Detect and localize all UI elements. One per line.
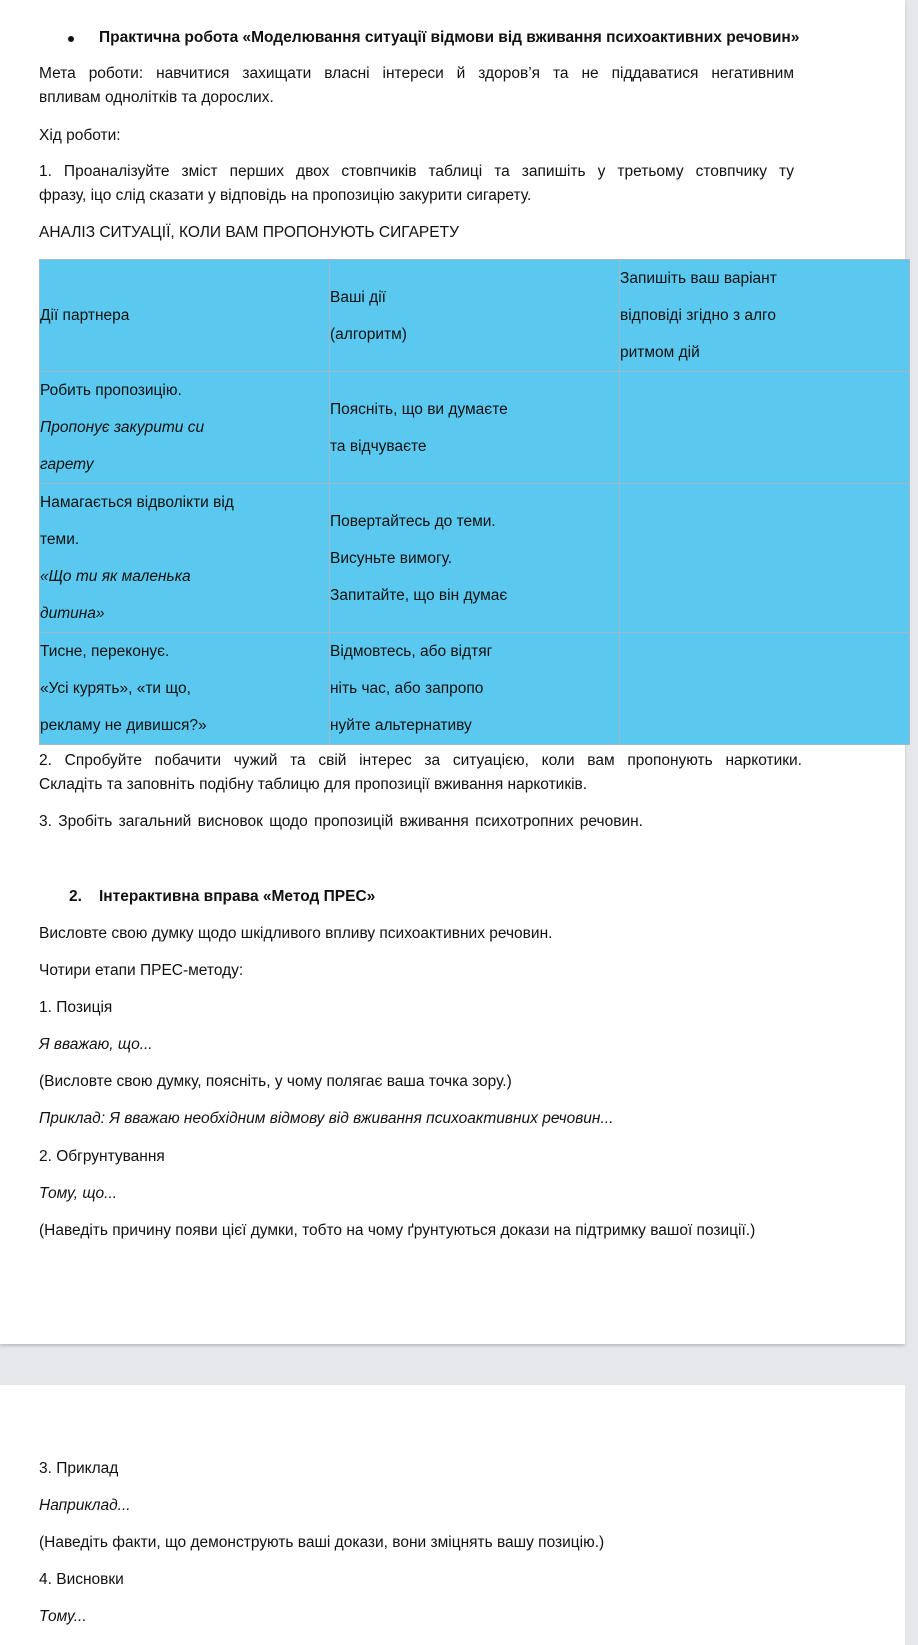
- four-stages-text: Чотири етапи ПРЕС-методу:: [39, 962, 244, 979]
- header-cell-actions: [330, 260, 620, 372]
- header-answer-line-3: ритмом дій: [620, 344, 700, 361]
- header-partner-text: Дії партнера: [40, 307, 130, 324]
- step2-line-2: Складіть та заповніть подібну таблицю для пропозиції вживання наркотиків.: [39, 776, 588, 793]
- cell-line: рекламу не дивишся?»: [40, 717, 207, 734]
- table-caption: АНАЛІЗ СИТУАЦІЇ, КОЛИ ВАМ ПРОПОНУЮТЬ СИГАРЕТУ: [39, 224, 459, 241]
- stage1-example: Приклад: Я вважаю необхідним відмову від вживання психоактивних речовин...: [39, 1110, 614, 1127]
- cell-line: та відчуваєте: [330, 437, 427, 455]
- header-actions-line-2: (алгоритм): [330, 325, 407, 343]
- answer-cell[interactable]: [620, 484, 910, 633]
- cell-line: Повертайтесь до теми.: [330, 512, 496, 530]
- stage2-template: Тому, що...: [39, 1185, 118, 1202]
- cell-line: дитина»: [40, 605, 105, 622]
- step1-line-1: 1. Проаналізуйте зміст перших двох стовпчиків таблиці та запишіть у третьому стовпчику ту: [39, 163, 794, 180]
- express-opinion-text: Висловте свою думку щодо шкідливого впливу психоактивних речовин.: [39, 925, 553, 942]
- your-action-cell: [330, 372, 620, 484]
- header-answer-line-1: Запишіть ваш варіант: [620, 270, 777, 287]
- practical-work-heading: Практична робота «Моделювання ситуації відмови від вживання психоактивних речовин»: [99, 29, 800, 46]
- section2-title: Інтерактивна вправа «Метод ПРЕС»: [99, 888, 376, 905]
- stage1-template: Я вважаю, що...: [39, 1036, 153, 1053]
- document-page-2: [0, 1385, 905, 1645]
- cell-line: Робить пропозицію.: [40, 382, 182, 399]
- cell-line: «Усі курять», «ти що,: [40, 680, 191, 697]
- goal-line-2: впливам однолітків та дорослих.: [39, 89, 274, 106]
- stage3-template: Наприклад...: [39, 1497, 131, 1514]
- header-answer-line-2: відповіді згідно з алго: [620, 307, 776, 324]
- table-header-row: [40, 260, 910, 372]
- stage3-title: 3. Приклад: [39, 1460, 119, 1477]
- situation-analysis-table: [39, 259, 910, 745]
- cell-line: нуйте альтернативу: [330, 717, 472, 734]
- cell-line: Пропонує закурити си: [40, 419, 205, 436]
- stage4-title: 4. Висновки: [39, 1571, 124, 1588]
- header-cell-answer: [620, 260, 910, 372]
- cell-line: Тисне, переконує.: [40, 643, 170, 660]
- your-action-cell: [330, 633, 620, 745]
- progress-label: Хід роботи:: [39, 127, 121, 144]
- table-row: [40, 372, 910, 484]
- cell-line: гарету: [40, 456, 94, 473]
- goal-line-1: Мета роботи: навчитися захищати власні інтереси й здоров’я та не піддаватися негативним: [39, 65, 794, 82]
- your-action-cell: [330, 484, 620, 633]
- cell-line: теми.: [40, 531, 80, 548]
- step1-line-2: фразу, іцо слід сказати у відповідь на пропозицію закурити сигарету.: [39, 187, 532, 204]
- step3-text: 3. Зробіть загальний висновок щодо пропозицій вживання психотропних речовин.: [39, 813, 643, 830]
- cell-line: Запитайте, що він думає: [330, 586, 508, 604]
- answer-cell[interactable]: [620, 372, 910, 484]
- stage2-title: 2. Обгрунтування: [39, 1148, 165, 1165]
- cell-line: Поясніть, що ви думаєте: [330, 400, 508, 418]
- table-row: [40, 484, 910, 633]
- header-actions-line-1: Ваші дії: [330, 288, 386, 306]
- cell-line: Відмовтесь, або відтяг: [330, 643, 493, 660]
- cell-line: «Що ти як маленька: [40, 568, 191, 585]
- stage2-hint: (Наведіть причину появи цієї думки, тобто на чому ґрунтуються докази на підтримку вашої позиції.): [39, 1222, 756, 1239]
- cell-line: ніть час, або запропо: [330, 680, 484, 697]
- partner-action-cell: [40, 633, 330, 745]
- stage4-template: Тому...: [39, 1608, 87, 1625]
- partner-action-cell: [40, 372, 330, 484]
- cell-line: Намагається відволікти від: [40, 494, 234, 511]
- cell-line: Висуньте вимогу.: [330, 549, 453, 567]
- stage3-hint: (Наведіть факти, що демонструють ваші докази, вони зміцнять вашу позицію.): [39, 1534, 605, 1551]
- step2-line-1: 2. Спробуйте побачити чужий та свій інтерес за ситуацією, коли вам пропонують наркотики.: [39, 752, 802, 769]
- section2-number: 2.: [69, 888, 82, 905]
- partner-action-cell: [40, 484, 330, 633]
- header-cell-partner: [40, 260, 330, 372]
- answer-cell[interactable]: [620, 633, 910, 745]
- stage1-title: 1. Позиція: [39, 999, 113, 1016]
- stage1-hint: (Висловте свою думку, поясніть, у чому полягає ваша точка зору.): [39, 1073, 512, 1090]
- bullet-icon: [68, 36, 74, 42]
- table-row: [40, 633, 910, 745]
